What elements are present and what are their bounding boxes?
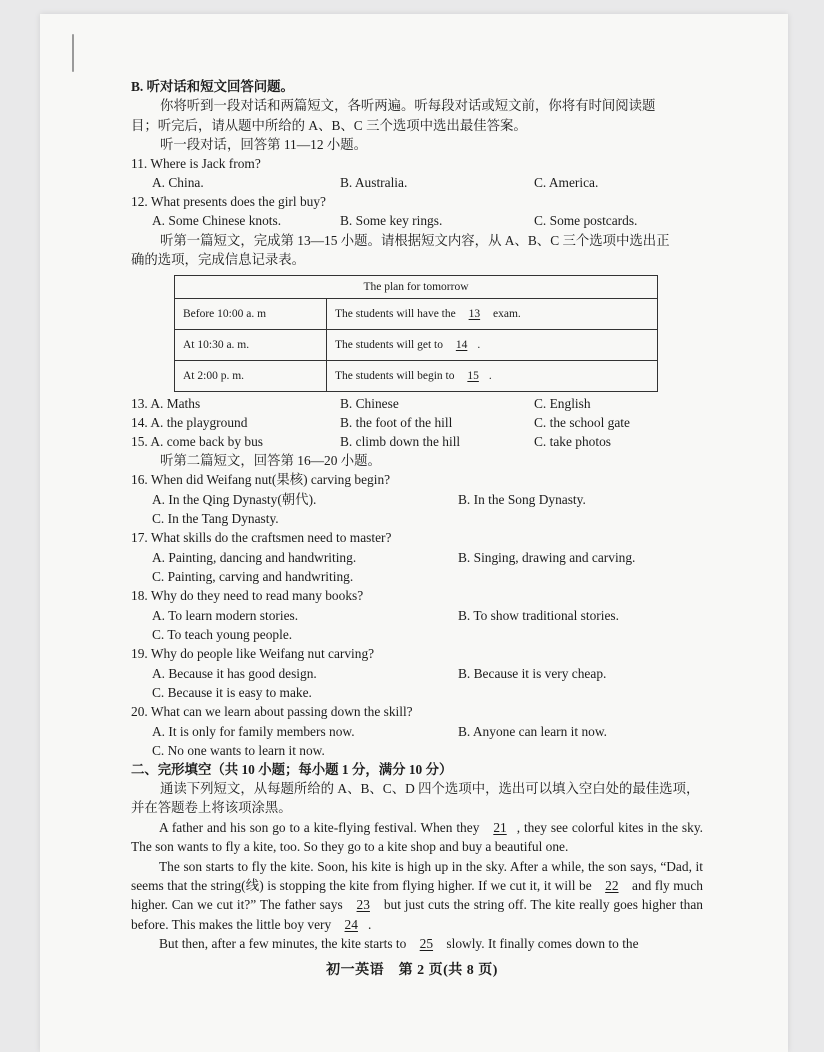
q18-option-c: C. To teach young people. xyxy=(152,627,293,642)
q13-option-c: C. English xyxy=(534,396,591,411)
q12-option-b: B. Some key rings. xyxy=(340,213,443,228)
q16-option-b: B. In the Song Dynasty. xyxy=(458,492,586,507)
passage2-note: 听第二篇短文，回答第 16—20 小题。 xyxy=(160,453,381,468)
q18-stem: 18. Why do they need to read many books? xyxy=(131,588,364,603)
q14-option-c: C. the school gate xyxy=(534,415,630,430)
q17-option-b: B. Singing, drawing and carving. xyxy=(458,550,636,565)
dialogue-note: 听一段对话，回答第 11—12 小题。 xyxy=(160,137,368,152)
plan-time: At 10:30 a. m. xyxy=(175,330,327,361)
plan-activity: The students will get to 14 . xyxy=(327,330,658,361)
section-b-instruction-2: 目；听完后，请从题中所给的 A、B、C 三个选项中选出最佳答案。 xyxy=(131,118,527,133)
section-2-title: 二、完形填空（共 10 小题；每小题 1 分，满分 10 分） xyxy=(131,762,453,777)
q11-option-b: B. Australia. xyxy=(340,175,408,190)
blank-13: 13 xyxy=(468,308,481,320)
q19-option-c: C. Because it is easy to make. xyxy=(152,685,312,700)
section-2-instruction-1: 通读下列短文，从每题所给的 A、B、C、D 四个选项中，选出可以填入空白处的最佳选项， xyxy=(160,781,700,796)
q15-option-b: B. climb down the hill xyxy=(340,434,461,449)
section-b-title: B. 听对话和短文回答问题。 xyxy=(131,79,294,94)
q13-option-a: 13. A. Maths xyxy=(131,396,201,411)
q15-option-c: C. take photos xyxy=(534,434,611,449)
blank-24: 24 xyxy=(344,916,358,932)
blank-23: 23 xyxy=(356,897,370,913)
q19-option-a: A. Because it has good design. xyxy=(152,666,317,681)
blank-21: 21 xyxy=(493,820,507,835)
plan-activity: The students will have the 13 exam. xyxy=(327,299,658,330)
q18-option-b: B. To show traditional stories. xyxy=(458,608,619,623)
q16-option-a: A. In the Qing Dynasty(朝代). xyxy=(152,492,317,507)
table-row xyxy=(175,299,658,330)
q13-option-b: B. Chinese xyxy=(340,396,399,411)
q17-stem: 17. What skills do the craftsmen need to master? xyxy=(131,530,392,545)
q12-option-c: C. Some postcards. xyxy=(534,213,638,228)
table-row xyxy=(175,330,658,361)
plan-time: At 2:00 p. m. xyxy=(175,361,327,392)
q19-stem: 19. Why do people like Weifang nut carving? xyxy=(131,646,375,661)
q17-option-a: A. Painting, dancing and handwriting. xyxy=(152,550,357,565)
blank-25: 25 xyxy=(419,936,434,951)
q16-stem: 16. When did Weifang nut(果核) carving begin? xyxy=(131,472,391,487)
plan-activity: The students will begin to 15 . xyxy=(327,361,658,392)
cloze-paragraph-2: The son starts to fly the kite. Soon, his kite is high up in the sky. After a while, the son says, “Dad, it seems that the string(线) is stopping the kite from flying higher. If we cut it, it will be 22 and fly much higher. Can we cut it?” The father says 23 but just cuts the string off. The kite really goes higher than before. This makes the little boy very 24 . xyxy=(131,857,703,934)
q15-option-a: 15. A. come back by bus xyxy=(131,434,264,449)
q12-option-a: A. Some Chinese knots. xyxy=(152,213,282,228)
q19-option-b: B. Because it is very cheap. xyxy=(458,666,607,681)
cloze-paragraph-1: A father and his son go to a kite-flying festival. When they 21 , they see colorful kites in the sky. The son wants to fly a kite, too. So they go to a kite shop and buy a beautiful one. xyxy=(131,820,704,855)
page-footer: 初一英语 第 2 页(共 8 页) xyxy=(326,963,498,978)
blank-14: 14 xyxy=(455,339,468,351)
table-row xyxy=(175,361,658,392)
plan-time: Before 10:00 a. m xyxy=(175,299,327,330)
section-b-instruction-1: 你将听到一段对话和两篇短文，各听两遍。听每段对话或短文前，你将有时间阅读题 xyxy=(160,98,656,113)
section-2-instruction-2: 并在答题卷上将该项涂黑。 xyxy=(131,800,292,815)
q11-option-c: C. America. xyxy=(534,175,599,190)
q20-option-b: B. Anyone can learn it now. xyxy=(458,724,607,739)
blank-22: 22 xyxy=(605,878,619,894)
q11-option-a: A. China. xyxy=(152,175,204,190)
q14-option-b: B. the foot of the hill xyxy=(340,415,453,430)
fold-mark xyxy=(72,34,74,72)
q17-option-c: C. Painting, carving and handwriting. xyxy=(152,569,354,584)
plan-table xyxy=(174,275,658,392)
cloze-paragraph-3: But then, after a few minutes, the kite starts to 25 slowly. It finally comes down to the xyxy=(131,934,703,953)
passage1-note-1: 听第一篇短文，完成第 13—15 小题。请根据短文内容，从 A、B、C 三个选项中选出正 xyxy=(160,233,670,248)
q18-option-a: A. To learn modern stories. xyxy=(152,608,299,623)
q20-option-a: A. It is only for family members now. xyxy=(152,724,355,739)
blank-15: 15 xyxy=(467,370,479,382)
q14-option-a: 14. A. the playground xyxy=(131,415,248,430)
q11-stem: 11. Where is Jack from? xyxy=(131,156,261,171)
q12-stem: 12. What presents does the girl buy? xyxy=(131,194,326,209)
q16-option-c: C. In the Tang Dynasty. xyxy=(152,511,279,526)
plan-table-title: The plan for tomorrow xyxy=(175,276,658,299)
q20-option-c: C. No one wants to learn it now. xyxy=(152,743,325,758)
q20-stem: 20. What can we learn about passing down the skill? xyxy=(131,704,413,719)
passage1-note-2: 确的选项，完成信息记录表。 xyxy=(131,252,306,267)
